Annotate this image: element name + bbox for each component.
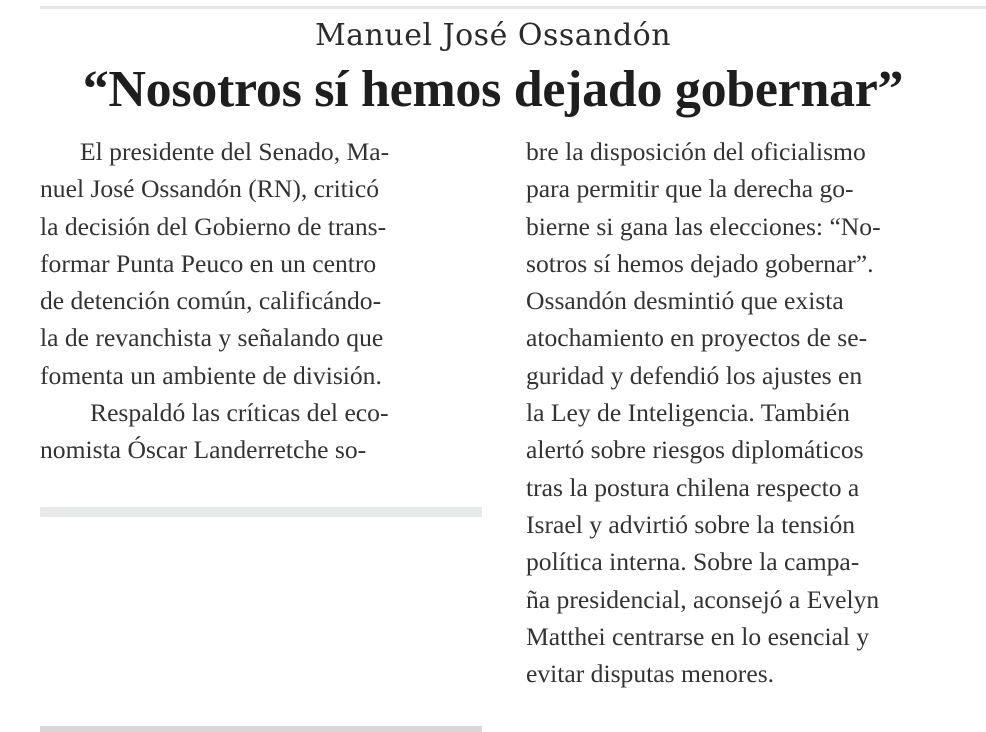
body-line: fomenta un ambiente de división. — [40, 360, 382, 390]
column-end-rule — [40, 507, 482, 517]
body-line: El presidente del Senado, Ma- — [80, 137, 390, 166]
body-line: evitar disputas menores. — [526, 659, 775, 689]
body-line: sotros sí hemos dejado gobernar”. — [526, 248, 874, 278]
body-line: la de revanchista y señalando que — [40, 323, 384, 353]
article-headline: “Nosotros sí hemos dejado gobernar” — [82, 61, 904, 118]
body-line: bierne si gana las elecciones: “No- — [526, 211, 881, 241]
body-line: nomista Óscar Landerretche so- — [40, 435, 367, 465]
body-line: Ossandón desmintió que exista — [526, 286, 844, 316]
left-column — [40, 133, 482, 469]
body-line: tras la postura chilena respecto a — [526, 472, 860, 502]
body-line: nuel José Ossandón (RN), criticó — [40, 174, 380, 204]
body-line: política interna. Sobre la campa- — [526, 547, 860, 577]
body-line: ña presidencial, aconsejó a Evelyn — [526, 584, 880, 614]
body-line: bre la disposición del oficialismo — [526, 137, 866, 166]
body-line: para permitir que la derecha go- — [526, 174, 854, 204]
body-line: Respaldó las críticas del eco- — [90, 398, 389, 428]
body-line: alertó sobre riesgos diplomáticos — [526, 435, 864, 465]
body-line: formar Punta Peuco en un centro — [40, 248, 377, 278]
body-line: de detención común, calificándo- — [40, 286, 382, 316]
body-line: Matthei centrarse en lo esencial y — [526, 621, 870, 651]
body-line: guridad y defendió los ajustes en — [526, 360, 863, 390]
top-divider — [40, 6, 986, 9]
body-line: la decisión del Gobierno de trans- — [40, 211, 387, 241]
next-article-edge — [40, 726, 482, 732]
right-column — [526, 133, 966, 692]
body-line: Israel y advirtió sobre la tensión — [526, 509, 856, 539]
body-line: atochamiento en proyectos de se- — [526, 323, 868, 353]
article-kicker: Manuel José Ossandón — [314, 18, 672, 53]
body-line: la Ley de Inteligencia. También — [526, 398, 850, 428]
